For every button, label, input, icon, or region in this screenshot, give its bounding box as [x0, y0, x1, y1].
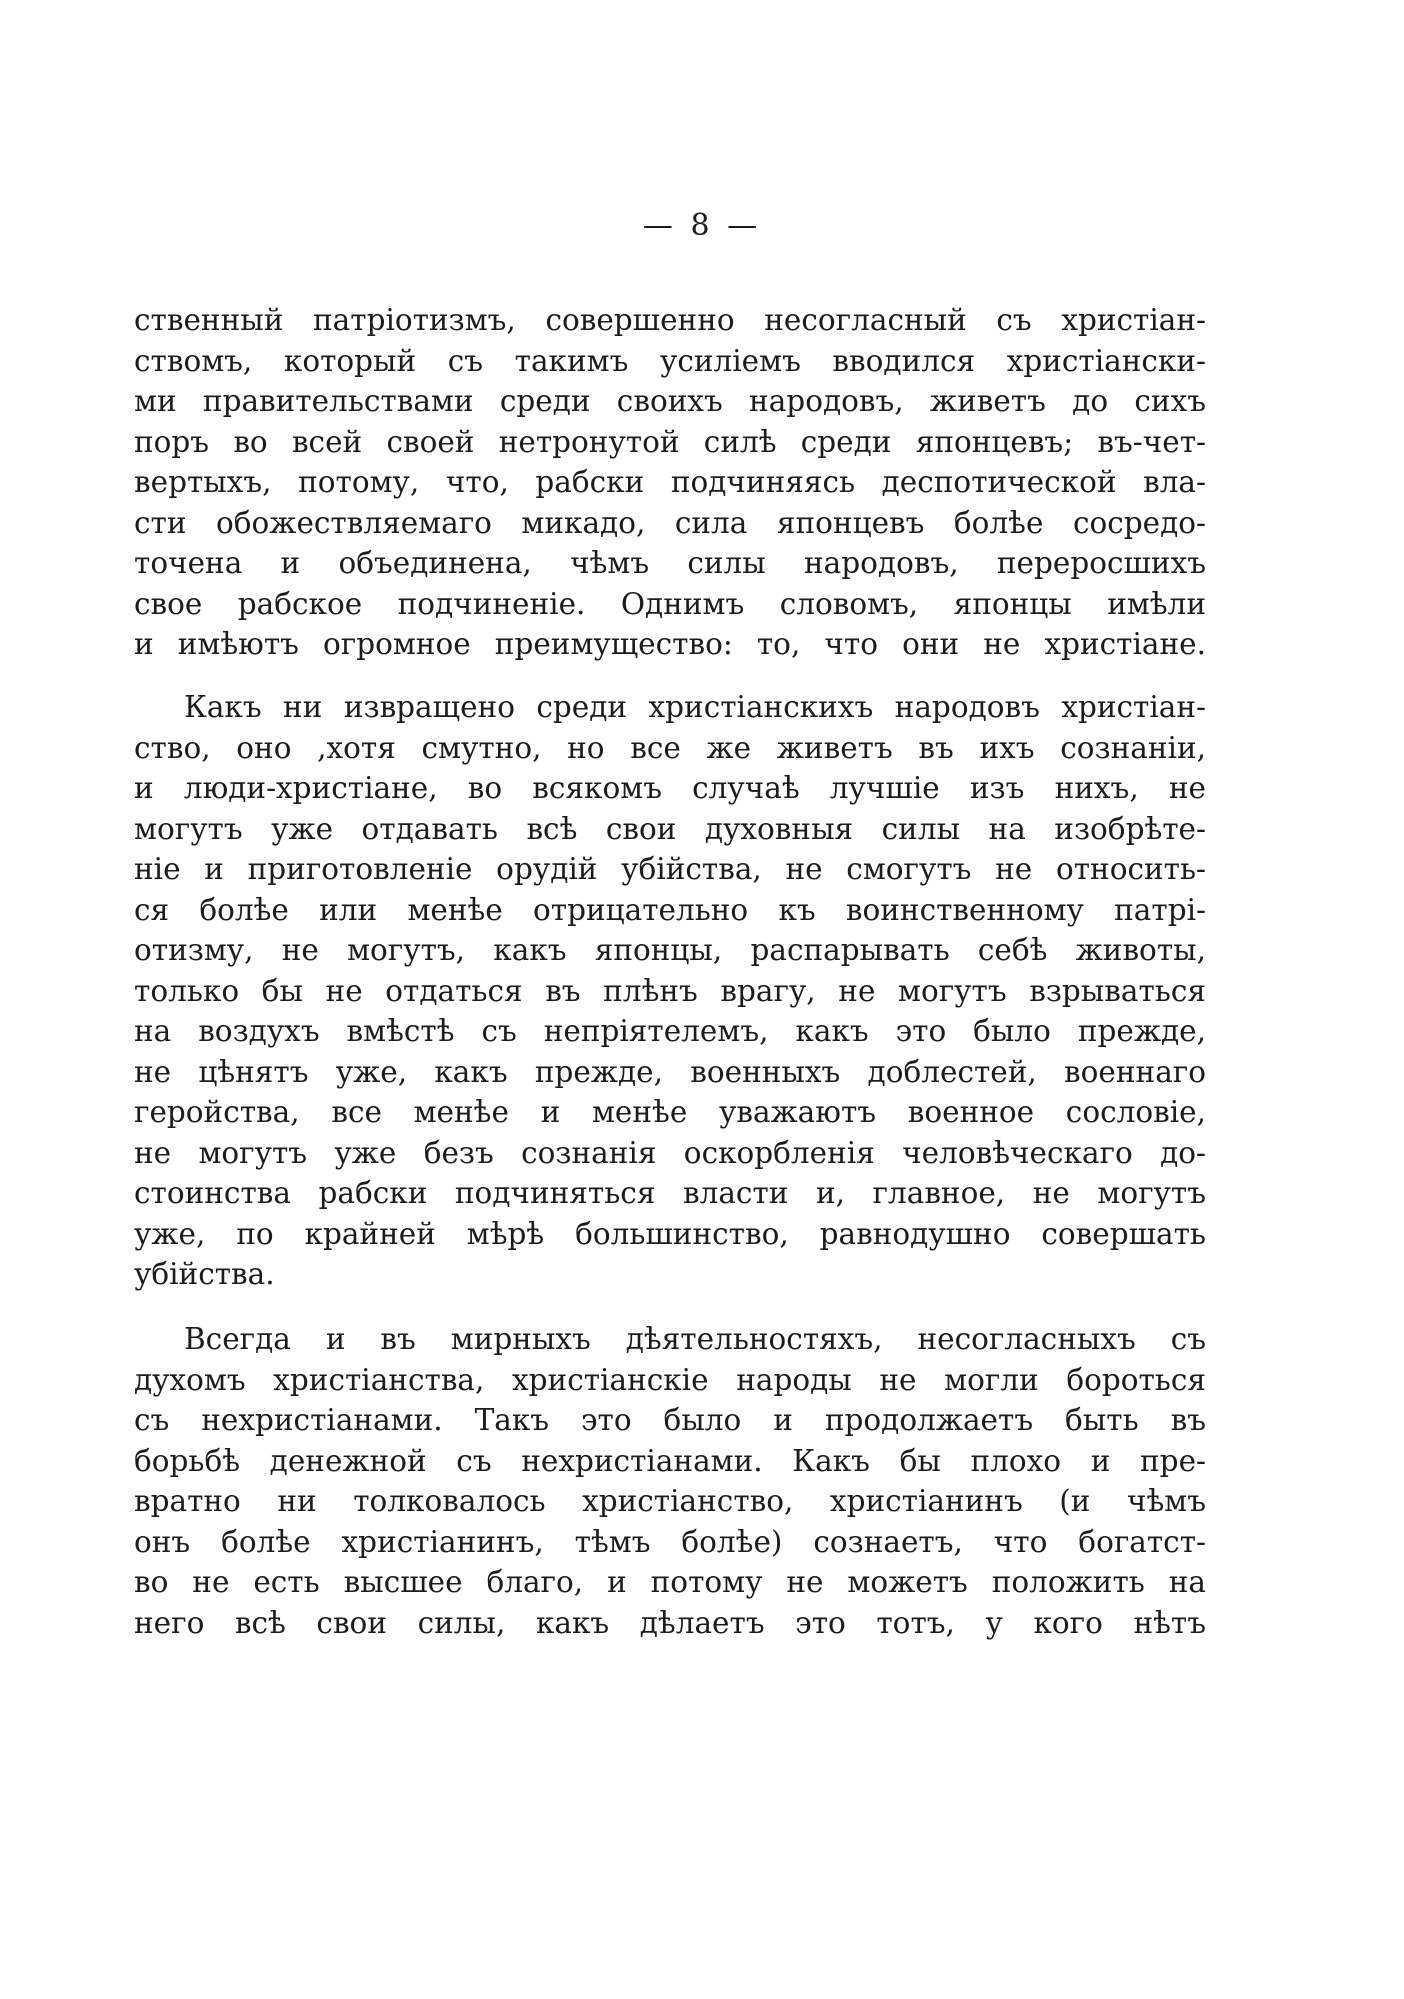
text-line: ми правительствами среди своихъ народовъ, живетъ до сихъ — [134, 384, 1206, 418]
text-line: сти обожествляемаго микадо, сила японцевъ болѣе сосредо- — [134, 505, 1206, 540]
text-line: ніе и приготовленіе орудій убійства, не смогутъ не относить- — [134, 852, 1206, 886]
text-line: ствомъ, который съ такимъ усиліемъ вводился христіански- — [134, 343, 1206, 378]
text-line: могутъ уже отдавать всѣ свои духовныя силы на изобрѣте- — [134, 811, 1206, 846]
paragraph-2 — [134, 687, 1206, 1295]
text-line: свое рабское подчиненіе. Однимъ словомъ, японцы имѣли — [134, 586, 1206, 621]
text-line: борьбѣ денежной съ нехристіанами. Какъ бы плохо и пре- — [134, 1443, 1206, 1478]
text-line: Какъ ни извращено среди христіанскихъ народовъ христіан- — [184, 690, 1206, 724]
text-line: съ нехристіанами. Такъ это было и продолжаетъ быть въ — [134, 1403, 1206, 1437]
text-line: ственный патріотизмъ, совершенно несогласный съ христіан- — [134, 303, 1206, 337]
text-line: онъ болѣе христіанинъ, тѣмъ болѣе) сознаетъ, что богатст- — [134, 1524, 1206, 1559]
text-line: не цѣнятъ уже, какъ прежде, военныхъ доблестей, военнаго — [134, 1054, 1206, 1089]
page-number: — 8 — — [642, 208, 762, 243]
text-line: духомъ христіанства, христіанскіе народы не могли бороться — [134, 1362, 1206, 1397]
text-line: только бы не отдаться въ плѣнъ врагу, не могутъ взрываться — [134, 973, 1206, 1008]
text-line: отизму, не могутъ, какъ японцы, распарывать себѣ животы, — [134, 933, 1206, 967]
paragraph-1 — [134, 300, 1206, 665]
text-line: геройства, все менѣе и менѣе уважаютъ военное сословіе, — [134, 1095, 1206, 1129]
text-line: Всегда и въ мирныхъ дѣятельностяхъ, несогласныхъ съ — [184, 1322, 1206, 1356]
text-line: во не есть высшее благо, и потому не можетъ положить на — [134, 1565, 1206, 1599]
text-line: убійства. — [134, 1257, 275, 1291]
text-line: вертыхъ, потому, что, рабски подчиняясь деспотической вла- — [134, 465, 1206, 499]
text-line: ся болѣе или менѣе отрицательно къ воинственному патрі- — [134, 892, 1206, 927]
text-line: и люди-христіане, во всякомъ случаѣ лучшіе изъ нихъ, не — [134, 771, 1206, 805]
text-line: стоинства рабски подчиняться власти и, главное, не могутъ — [134, 1176, 1206, 1210]
text-line: него всѣ свои силы, какъ дѣлаетъ это тотъ, у кого нѣтъ — [134, 1605, 1206, 1640]
text-line: точена и объединена, чѣмъ силы народовъ, переросшихъ — [134, 546, 1206, 580]
text-line: и имѣютъ огромное преимущество: то, что они не христіане. — [134, 627, 1206, 661]
text-line: ство, оно ,хотя смутно, но все же живетъ въ ихъ сознаніи, — [134, 730, 1206, 765]
text-line: поръ во всей своей нетронутой силѣ среди японцевъ; въ-чет- — [134, 424, 1206, 459]
text-line: на воздухъ вмѣстѣ съ непріятелемъ, какъ это было прежде, — [134, 1014, 1206, 1048]
paragraph-3 — [134, 1319, 1206, 1643]
text-line: вратно ни толковалось христіанство, христіанинъ (и чѣмъ — [134, 1484, 1206, 1518]
text-line: уже, по крайней мѣрѣ большинство, равнодушно совершать — [134, 1216, 1206, 1251]
text-line: не могутъ уже безъ сознанія оскорбленія человѣческаго до- — [134, 1135, 1206, 1170]
